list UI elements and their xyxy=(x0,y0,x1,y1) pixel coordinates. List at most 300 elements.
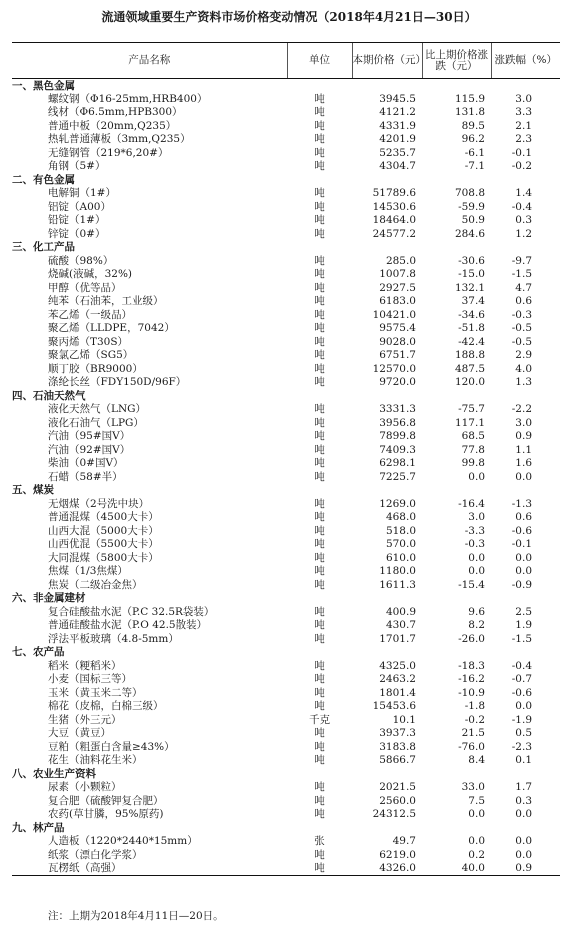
product-name-cell: 石蜡（58#半） xyxy=(48,470,123,483)
table-row xyxy=(12,160,560,174)
change-cell: -30.6 xyxy=(458,254,485,267)
product-name-cell: 液化石油气（LPG） xyxy=(48,416,144,429)
unit-cell: 千克 xyxy=(309,713,330,726)
product-name-cell: 纯苯（石油苯，工业级） xyxy=(48,295,164,308)
change-cell: 117.1 xyxy=(454,416,485,429)
change-cell: 487.5 xyxy=(454,362,485,375)
price-cell: 400.9 xyxy=(385,605,416,618)
category-label: 九、林产品 xyxy=(12,821,65,834)
table-row xyxy=(12,551,560,565)
change-cell: 8.4 xyxy=(468,754,485,767)
percent-cell: 0.3 xyxy=(515,794,532,807)
price-cell: 4121.2 xyxy=(379,106,416,119)
price-cell: 4325.0 xyxy=(379,659,416,672)
change-cell: 3.0 xyxy=(468,511,485,524)
price-cell: 18464.0 xyxy=(372,214,416,227)
change-cell: -15.0 xyxy=(458,268,485,281)
price-cell: 1611.3 xyxy=(379,578,416,591)
table-row xyxy=(12,794,560,808)
price-cell: 10.1 xyxy=(392,713,416,726)
product-name-cell: 大豆（黄豆） xyxy=(48,727,111,740)
product-name-cell: 无缝钢管（219*6,20#） xyxy=(48,146,169,159)
percent-cell: 1.2 xyxy=(515,227,532,240)
unit-cell: 吨 xyxy=(314,740,325,753)
price-cell: 51789.6 xyxy=(372,187,416,200)
change-cell: 8.2 xyxy=(468,619,485,632)
price-cell: 3331.3 xyxy=(379,403,416,416)
product-name-cell: 涤纶长丝（FDY150D/96F） xyxy=(48,376,187,389)
price-cell: 3956.8 xyxy=(379,416,416,429)
price-cell: 9028.0 xyxy=(379,335,416,348)
change-cell: 0.0 xyxy=(468,835,485,848)
change-cell: -26.0 xyxy=(458,632,485,645)
product-name-cell: 浮法平板玻璃（4.8-5mm） xyxy=(48,632,179,645)
price-cell: 12570.0 xyxy=(372,362,416,375)
change-cell: -0.2 xyxy=(464,713,485,726)
change-cell: 33.0 xyxy=(461,781,485,794)
table-row xyxy=(12,430,560,444)
product-name-cell: 铝锭（A00） xyxy=(48,200,111,213)
price-cell: 1701.7 xyxy=(379,632,416,645)
change-cell: 99.8 xyxy=(461,457,485,470)
percent-cell: 0.6 xyxy=(515,511,532,524)
change-cell: 7.5 xyxy=(468,794,485,807)
price-cell: 2560.0 xyxy=(379,794,416,807)
unit-cell: 吨 xyxy=(314,457,325,470)
price-cell: 4331.9 xyxy=(379,119,416,132)
table-row xyxy=(12,403,560,417)
unit-cell: 吨 xyxy=(314,794,325,807)
percent-cell: 1.1 xyxy=(515,443,532,456)
product-name-cell: 苯乙烯（一级品） xyxy=(48,308,132,321)
category-label: 八、农业生产资料 xyxy=(12,767,96,780)
price-cell: 6298.1 xyxy=(379,457,416,470)
percent-cell: 0.1 xyxy=(515,754,532,767)
table-row xyxy=(12,673,560,687)
price-cell: 6183.0 xyxy=(379,295,416,308)
table-row xyxy=(12,349,560,363)
product-name-cell: 玉米（黄玉米二等） xyxy=(48,686,143,699)
change-cell: 89.5 xyxy=(461,119,485,132)
unit-cell: 吨 xyxy=(314,470,325,483)
unit-cell: 吨 xyxy=(287,862,352,876)
product-name-cell: 焦炭（二级冶金焦） xyxy=(48,578,143,591)
category-row xyxy=(12,767,560,781)
percent-cell: -1.9 xyxy=(511,713,532,726)
change-cell: 77.8 xyxy=(461,443,485,456)
percent-cell: 0.0 xyxy=(515,808,532,821)
percent-cell: -2.2 xyxy=(511,403,532,416)
unit-cell: 吨 xyxy=(314,133,325,146)
change-cell: -3.3 xyxy=(464,524,485,537)
price-cell: 14530.6 xyxy=(372,200,416,213)
product-name-cell: 无烟煤（2号洗中块） xyxy=(48,497,150,510)
percent-cell: 1.4 xyxy=(515,187,532,200)
price-cell: 49.7 xyxy=(392,835,416,848)
unit-cell: 吨 xyxy=(314,538,325,551)
table-row xyxy=(12,227,560,241)
table-row xyxy=(12,497,560,511)
price-cell: 3183.8 xyxy=(379,740,416,753)
percent-cell: 0.0 xyxy=(515,565,532,578)
price-cell: 430.7 xyxy=(385,619,416,632)
unit-cell: 张 xyxy=(314,835,325,848)
unit-cell: 吨 xyxy=(314,848,325,861)
category-label: 六、非金属建材 xyxy=(12,592,86,605)
unit-cell: 吨 xyxy=(314,268,325,281)
category-row xyxy=(12,484,560,498)
table-row xyxy=(12,376,560,390)
product-name-cell: 山西大混（5000大卡） xyxy=(48,524,159,537)
change-cell: 68.5 xyxy=(461,430,485,443)
price-cell: 2927.5 xyxy=(379,281,416,294)
product-name-cell: 硫酸（98%） xyxy=(48,254,114,267)
unit-cell: 吨 xyxy=(314,808,325,821)
product-name-cell: 聚丙烯（T30S） xyxy=(48,335,129,348)
unit-cell: 吨 xyxy=(314,443,325,456)
table-row xyxy=(12,106,560,120)
product-name-cell: 山西优混（5500大卡） xyxy=(48,538,159,551)
unit-cell: 吨 xyxy=(314,227,325,240)
unit-cell: 吨 xyxy=(314,281,325,294)
table-row xyxy=(12,146,560,160)
category-row xyxy=(12,389,560,403)
percent-cell: 0.6 xyxy=(515,295,532,308)
category-row xyxy=(12,241,560,255)
percent-cell: -0.1 xyxy=(511,146,532,159)
table-row xyxy=(12,254,560,268)
change-cell: 50.9 xyxy=(461,214,485,227)
percent-cell: -9.7 xyxy=(511,254,532,267)
unit-cell: 吨 xyxy=(314,200,325,213)
product-name-cell: 普通中板（20mm,Q235） xyxy=(48,119,177,132)
header-change: 比上期价格涨跌（元） xyxy=(422,43,491,79)
product-name-cell: 复合肥（硫酸钾复合肥） xyxy=(48,794,164,807)
change-cell: 9.6 xyxy=(468,605,485,618)
unit-cell: 吨 xyxy=(314,632,325,645)
percent-cell: 1.7 xyxy=(515,781,532,794)
change-cell: -16.2 xyxy=(458,673,485,686)
change-cell: -16.4 xyxy=(458,497,485,510)
table-row xyxy=(12,524,560,538)
unit-cell: 吨 xyxy=(314,403,325,416)
table-row xyxy=(12,92,560,106)
percent-cell: 3.0 xyxy=(515,416,532,429)
price-cell: 9575.4 xyxy=(379,322,416,335)
product-name-cell: 螺纹钢（Φ16-25mm,HRB400） xyxy=(48,92,208,105)
change-cell: -15.4 xyxy=(458,578,485,591)
unit-cell: 吨 xyxy=(314,308,325,321)
unit-cell: 吨 xyxy=(314,727,325,740)
change-cell: -76.0 xyxy=(458,740,485,753)
price-cell: 3937.3 xyxy=(379,727,416,740)
percent-cell: 3.3 xyxy=(515,106,532,119)
percent-cell: 1.3 xyxy=(515,376,532,389)
percent-cell: -0.6 xyxy=(511,686,532,699)
table-row xyxy=(12,659,560,673)
price-table xyxy=(12,42,560,876)
unit-cell: 吨 xyxy=(314,362,325,375)
percent-cell: -1.3 xyxy=(511,497,532,510)
category-row xyxy=(12,79,560,93)
table-row xyxy=(12,281,560,295)
product-name-cell: 锌锭（0#） xyxy=(48,227,106,240)
table-row xyxy=(12,308,560,322)
change-cell: -1.8 xyxy=(464,700,485,713)
category-label: 四、石油天然气 xyxy=(12,389,86,402)
price-cell: 1180.0 xyxy=(379,565,416,578)
percent-cell: -0.2 xyxy=(511,160,532,173)
percent-cell: -0.1 xyxy=(511,538,532,551)
percent-cell: -2.3 xyxy=(511,740,532,753)
table-row xyxy=(12,443,560,457)
unit-cell: 吨 xyxy=(314,781,325,794)
unit-cell: 吨 xyxy=(314,214,325,227)
table-row xyxy=(12,133,560,147)
header-price: 本期价格（元） xyxy=(352,43,422,79)
table-row xyxy=(12,848,560,862)
percent-cell: -0.5 xyxy=(511,335,532,348)
price-cell: 4304.7 xyxy=(379,160,416,173)
price-cell: 570.0 xyxy=(385,538,416,551)
product-name-cell: 电解铜（1#） xyxy=(48,187,116,200)
price-cell: 285.0 xyxy=(385,254,416,267)
category-label: 三、化工产品 xyxy=(12,241,75,254)
price-cell: 9720.0 xyxy=(379,376,416,389)
percent-cell: 0.0 xyxy=(515,700,532,713)
change-cell: 131.8 xyxy=(454,106,485,119)
product-name-cell: 汽油（95#国V） xyxy=(48,430,131,443)
category-label: 二、有色金属 xyxy=(12,173,75,186)
change-cell: 188.8 xyxy=(454,349,485,362)
percent-cell: 2.9 xyxy=(515,349,532,362)
product-name-cell: 聚氯乙烯（SG5） xyxy=(48,349,134,362)
unit-cell: 吨 xyxy=(314,605,325,618)
table-row xyxy=(12,187,560,201)
price-cell: 1269.0 xyxy=(379,497,416,510)
product-name-cell: 人造板（1220*2440*15mm） xyxy=(48,835,198,848)
change-cell: -10.9 xyxy=(458,686,485,699)
unit-cell: 吨 xyxy=(314,578,325,591)
percent-cell: 2.1 xyxy=(515,119,532,132)
price-cell: 5235.7 xyxy=(379,146,416,159)
unit-cell: 吨 xyxy=(314,524,325,537)
table-row xyxy=(12,322,560,336)
unit-cell: 吨 xyxy=(314,295,325,308)
product-name-cell: 农药(草甘膦，95%原药) xyxy=(48,808,164,821)
percent-cell: -0.5 xyxy=(511,322,532,335)
price-cell: 15453.6 xyxy=(372,700,416,713)
unit-cell: 吨 xyxy=(314,551,325,564)
product-name-cell: 生猪（外三元） xyxy=(48,713,122,726)
table-row xyxy=(12,214,560,228)
category-row xyxy=(12,646,560,660)
table-row xyxy=(12,808,560,822)
table-row xyxy=(12,754,560,768)
product-name-cell: 热轧普通薄板（3mm,Q235） xyxy=(48,133,191,146)
percent-cell: -0.3 xyxy=(511,308,532,321)
change-cell: 40.0 xyxy=(422,862,491,876)
unit-cell: 吨 xyxy=(314,160,325,173)
percent-cell: -1.5 xyxy=(511,268,532,281)
table-row xyxy=(12,268,560,282)
price-cell: 10421.0 xyxy=(372,308,416,321)
table-row xyxy=(12,200,560,214)
table-row xyxy=(12,862,560,876)
table-row xyxy=(12,632,560,646)
product-name-cell: 普通硅酸盐水泥（P.O 42.5散装） xyxy=(48,619,208,632)
product-name-cell: 花生（油料花生米） xyxy=(48,754,143,767)
unit-cell: 吨 xyxy=(314,416,325,429)
percent-cell: -1.5 xyxy=(511,632,532,645)
product-name-cell: 棉花（皮棉，白棉三级） xyxy=(48,700,164,713)
product-name-cell: 普通混煤（4500大卡） xyxy=(48,511,159,524)
change-cell: 37.4 xyxy=(461,295,485,308)
table-row xyxy=(12,686,560,700)
price-cell: 24312.5 xyxy=(372,808,416,821)
unit-cell: 吨 xyxy=(314,511,325,524)
product-name-cell: 稻米（粳稻米） xyxy=(48,659,122,672)
unit-cell: 吨 xyxy=(314,700,325,713)
table-row xyxy=(12,619,560,633)
price-cell: 6219.0 xyxy=(379,848,416,861)
change-cell: 0.0 xyxy=(468,565,485,578)
product-name-cell: 铅锭（1#） xyxy=(48,214,106,227)
price-cell: 4326.0 xyxy=(352,862,422,876)
percent-cell: 3.0 xyxy=(515,92,532,105)
percent-cell: -0.9 xyxy=(511,578,532,591)
table-row xyxy=(12,713,560,727)
change-cell: 21.5 xyxy=(461,727,485,740)
change-cell: 0.2 xyxy=(468,848,485,861)
price-cell: 2463.2 xyxy=(379,673,416,686)
percent-cell: -0.7 xyxy=(511,673,532,686)
percent-cell: 0.0 xyxy=(515,470,532,483)
price-cell: 7409.3 xyxy=(379,443,416,456)
unit-cell: 吨 xyxy=(314,754,325,767)
price-cell: 7225.7 xyxy=(379,470,416,483)
unit-cell: 吨 xyxy=(314,497,325,510)
change-cell: -42.4 xyxy=(458,335,485,348)
product-name-cell: 柴油（0#国V） xyxy=(48,457,124,470)
table-row xyxy=(12,578,560,592)
price-cell: 518.0 xyxy=(385,524,416,537)
product-name-cell: 焦煤（1/3焦煤） xyxy=(48,565,128,578)
unit-cell: 吨 xyxy=(314,119,325,132)
product-name-cell: 大同混煤（5800大卡） xyxy=(48,551,159,564)
percent-cell: 0.0 xyxy=(515,551,532,564)
percent-cell: 0.5 xyxy=(515,727,532,740)
change-cell: -6.1 xyxy=(464,146,485,159)
change-cell: 120.0 xyxy=(454,376,485,389)
category-label: 五、煤炭 xyxy=(12,484,54,497)
unit-cell: 吨 xyxy=(314,430,325,443)
unit-cell: 吨 xyxy=(314,106,325,119)
table-row xyxy=(12,605,560,619)
table-row xyxy=(12,457,560,471)
product-name-cell: 尿素（小颗粒） xyxy=(48,781,122,794)
change-cell: -51.8 xyxy=(458,322,485,335)
change-cell: 115.9 xyxy=(454,92,485,105)
price-cell: 610.0 xyxy=(385,551,416,564)
change-cell: 96.2 xyxy=(461,133,485,146)
unit-cell: 吨 xyxy=(314,349,325,362)
table-header xyxy=(12,43,560,79)
product-name-cell: 顺丁胶（BR9000） xyxy=(48,362,143,375)
change-cell: -75.7 xyxy=(458,403,485,416)
price-cell: 5866.7 xyxy=(379,754,416,767)
category-label: 七、农产品 xyxy=(12,646,65,659)
price-cell: 6751.7 xyxy=(379,349,416,362)
table-row xyxy=(12,511,560,525)
change-cell: -59.9 xyxy=(458,200,485,213)
table-row xyxy=(12,470,560,484)
table-row xyxy=(12,835,560,849)
change-cell: -7.1 xyxy=(464,160,485,173)
table-row xyxy=(12,700,560,714)
change-cell: 132.1 xyxy=(454,281,485,294)
percent-cell: 0.9 xyxy=(491,862,560,876)
category-row xyxy=(12,173,560,187)
product-name-cell: 甲醇（优等品） xyxy=(48,281,122,294)
unit-cell: 吨 xyxy=(314,619,325,632)
unit-cell: 吨 xyxy=(314,254,325,267)
table-row xyxy=(12,295,560,309)
table-row xyxy=(12,416,560,430)
product-name-cell: 烧碱(液碱，32%) xyxy=(48,268,133,281)
change-cell: 708.8 xyxy=(454,187,485,200)
product-name-cell: 汽油（92#国V） xyxy=(48,443,131,456)
percent-cell: 4.0 xyxy=(515,362,532,375)
unit-cell: 吨 xyxy=(314,187,325,200)
price-cell: 24577.2 xyxy=(372,227,416,240)
price-cell: 1801.4 xyxy=(379,686,416,699)
percent-cell: 0.0 xyxy=(515,848,532,861)
table-row xyxy=(12,781,560,795)
price-cell: 2021.5 xyxy=(379,781,416,794)
change-cell: -18.3 xyxy=(458,659,485,672)
unit-cell: 吨 xyxy=(314,335,325,348)
table-row xyxy=(12,538,560,552)
percent-cell: 1.9 xyxy=(515,619,532,632)
change-cell: -34.6 xyxy=(458,308,485,321)
unit-cell: 吨 xyxy=(314,322,325,335)
table-row xyxy=(12,565,560,579)
unit-cell: 吨 xyxy=(314,659,325,672)
price-cell: 468.0 xyxy=(385,511,416,524)
change-cell: 0.0 xyxy=(468,808,485,821)
table-row xyxy=(12,335,560,349)
product-name-cell: 线材（Φ6.5mm,HPB300） xyxy=(48,106,183,119)
product-name-cell: 复合硅酸盐水泥（P.C 32.5R袋装） xyxy=(48,605,215,618)
percent-cell: -0.6 xyxy=(511,524,532,537)
percent-cell: 4.7 xyxy=(515,281,532,294)
change-cell: 0.0 xyxy=(468,551,485,564)
category-row xyxy=(12,592,560,606)
table-row xyxy=(12,727,560,741)
table-row xyxy=(12,740,560,754)
product-name-cell: 纸浆（漂白化学浆） xyxy=(48,848,143,861)
unit-cell: 吨 xyxy=(314,376,325,389)
percent-cell: 1.6 xyxy=(515,457,532,470)
unit-cell: 吨 xyxy=(314,673,325,686)
percent-cell: 2.5 xyxy=(515,605,532,618)
price-cell: 3945.5 xyxy=(379,92,416,105)
percent-cell: 2.3 xyxy=(515,133,532,146)
table-body xyxy=(12,79,560,876)
price-cell: 1007.8 xyxy=(379,268,416,281)
product-name-cell: 豆粕（粗蛋白含量≥43%） xyxy=(48,740,175,753)
